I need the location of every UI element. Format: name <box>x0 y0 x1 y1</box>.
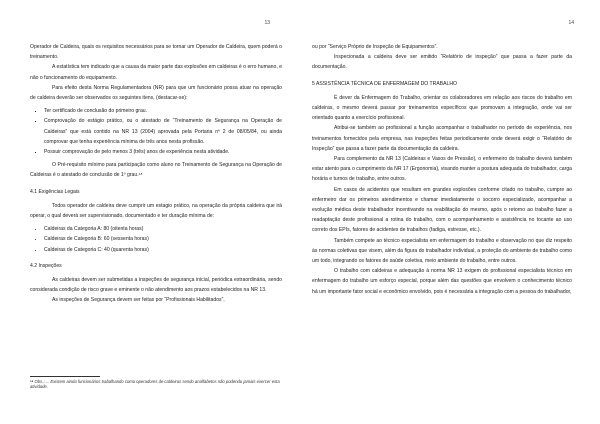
list-item: • Caldeiras de Categoria C: 40 (quarenta horas) <box>44 245 282 255</box>
list-item: ▪ Possuir comprovação de pelo menos 3 (três) anos de experiência nesta atividade. <box>44 147 282 157</box>
paragraph: Também compete ao técnico especialista em enfermagem do trabalho e observação no que diz respeito às normas coletivas que visem, além da figura do trabalhador individual, a proteção do ambiente de trabalho como um todo, integrando os fatores de saúde coletiva, meio ambiente do trabalho, entre outros. <box>312 237 572 265</box>
footnote-divider <box>30 376 100 377</box>
page-number: 14 <box>568 20 574 26</box>
paragraph: O Pré-requisito mínimo para participação como aluno no Treinamento de Segurança na Operação de Caldeiras é o atestado de conclusão de 1º grau.¹⁸ <box>30 162 282 179</box>
footnote <box>30 379 282 390</box>
paragraph: ou por “Serviço Próprio de Inspeção de Equipamentos”. <box>312 44 438 50</box>
right-page <box>300 0 600 424</box>
paragraph: É dever da Enfermagem do Trabalho, orientar os colaboradores em relação aos riscos do trabalho em caldeiras, o mesmo deverá passar por treinamentos específicos que promovam a integração, onde vai ser orientado quanto a exercício profissional. <box>312 94 572 122</box>
paragraph: Inspecionada a caldeira deve ser emitido “Relatório de inspeção” que passa a fazer parte da documentação. <box>312 54 572 71</box>
list-item: • Caldeiras da Categoria A: 80 (oitenta horas) <box>44 224 282 234</box>
paragraph: Para complemento da NR 13 (Caldeiras e Vasos de Pressão), o enfermeiro do trabalho deverá também estar atento para o cumprimento da NR 17 (Ergonomia), visando manter a postura adequada do trabalhador, carga horária e turnos de trabalho, entre outros. <box>312 156 572 183</box>
paragraph: A estatística tem indicado que a causa da maior parte das explosões em caldeiras é o erro humano, e não o funcionamento do equipamento. <box>30 64 282 81</box>
page-number: 13 <box>264 20 270 26</box>
list-item: ▪ Ter certificado de conclusão do primeiro grau. <box>44 106 282 116</box>
list-item: • Caldeiras de Categoria B: 60 (sessenta horas) <box>44 234 282 244</box>
list-item: ▪ Comprovação do estágio prático, ou o atestado de “Treinamento de Segurança na Operação de Caldeiras” que está contido na NR 13 (2004) aprovada pela Portaria nº 2 de 08/05/84, ou ainda comprovar que tenha experiência mínima de três anos nesta profissão. <box>44 116 282 147</box>
section-heading: 5 ASSISTÊNCIA TÉCNICA DE ENFERMAGEM DO TRABALHO <box>312 80 458 87</box>
right-page-body <box>312 42 572 297</box>
footnote-text: Obs.:.... Existem ainda funcionários trabalhando como operadores de caldeiras sendo analfabetos não podendo jamais exercer esta atividade. <box>30 379 280 390</box>
paragraph: Todos operador de caldeira deve cumprir um estagio prático, na operação da própria caldeira que irá operar, o qual deverá ser supervisionado, documentado e ter duração mínima de: <box>30 202 282 220</box>
paragraph: Para efeito desta Norma Regulamentadora (NR) para que um funcionário possa atuar na operação de caldeira deverão ser observados os seguintes itens, (destacar-se): <box>30 84 282 102</box>
requirements-list <box>44 106 282 157</box>
paragraph: Em casos de acidentes que resultam em grandes explosões conforme citado no trabalho, cumpre ao enfermeiro dar os primeiros atendimentos e chamar imediatamente o socorro especializado, acompanhar a evolução médica deste trabalhador incentivando na reabilitação do mesmo, após o retorno ao trabalho fazer a readaptação deste profissional a rotina do trabalho, com o acompanhamento e assistência no tocante ao uso correto dos EPIs, fatores de acidentes de trabalhos (fadiga, estresse, etc.). <box>312 186 572 234</box>
section-heading: 4.2 Inspeções <box>30 262 62 269</box>
paragraph: As caldeiras devem ser submetidas a inspeções de segurança inicial, periódica extraordinária, sendo considerada condição de risco grave e eminente o não atendimento aos prazos estabelecidos na NR 13. <box>30 277 282 294</box>
section-heading: 4.1 Exigências Legais <box>30 188 80 195</box>
paragraph: O trabalho com caldeiras e adequação à norma NR 13 exigem do profissional especialista técnico em enfermagem do trabalho um esforço especial, porque além das questões que envolvem o conhecimento técnico há um importante fator social e econômico envolvido, pois é necessária a integração com a pessoa do trabalhador, <box>312 268 572 295</box>
categories-list <box>44 224 282 255</box>
paragraph: Atribui-se também ao profissional a função acompanhar o trabalhador no período de experiência, nos treinamentos fornecidos pela empresa, nas inspeções feitas periodicamente onde deverá exigir o “Relatório de Inspeção” que passa a fazer parte da documentação da caldeira. <box>312 125 572 152</box>
paragraph: As inspeções de Segurança devem ser feitas por “Profissionais Habilitados”, <box>52 297 225 304</box>
paragraph: Operador de Caldeira, quais os requisitos necessários para se tornar um Operador de Caldeira, quem poderá o treinamento. <box>30 44 282 61</box>
left-page-body <box>30 42 282 306</box>
footnote-mark: ¹⁸ <box>30 379 34 384</box>
